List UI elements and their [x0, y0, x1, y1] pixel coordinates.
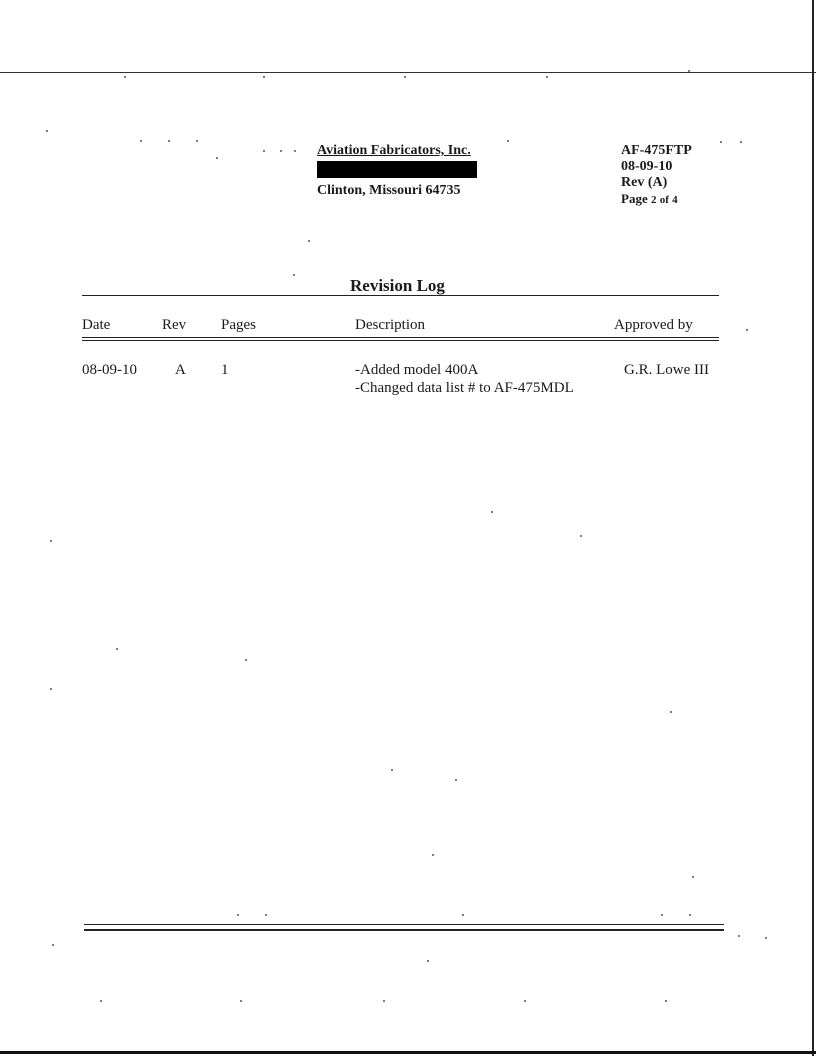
row-pages: 1	[221, 362, 229, 378]
company-name: Aviation Fabricators, Inc.	[317, 143, 471, 158]
row-description-line-2: -Changed data list # to AF-475MDL	[355, 380, 574, 396]
company-block	[317, 143, 497, 199]
column-header-approved-by: Approved by	[614, 317, 693, 333]
row-rev: A	[175, 362, 186, 378]
scan-edge-right	[812, 0, 814, 1056]
footer-divider	[84, 924, 724, 931]
revision-log-title: Revision Log	[350, 276, 445, 295]
company-address: Clinton, Missouri 64735	[317, 183, 461, 198]
redaction-bar	[317, 161, 477, 178]
document-date: 08-09-10	[621, 159, 673, 174]
header-divider	[82, 337, 719, 341]
document-revision: Rev (A)	[621, 175, 668, 190]
page-of-label: of	[659, 194, 669, 206]
scan-edge-bottom	[0, 1051, 816, 1054]
column-header-description: Description	[355, 317, 425, 333]
title-divider	[82, 295, 719, 296]
column-header-date: Date	[82, 317, 111, 333]
column-header-pages: Pages	[221, 317, 256, 333]
page-current: 2	[650, 194, 657, 206]
column-header-rev: Rev	[162, 317, 187, 333]
row-date: 08-09-10	[82, 362, 137, 378]
page-indicator	[621, 191, 692, 208]
scan-edge-top	[0, 72, 816, 73]
row-description-line-1: -Added model 400A	[355, 362, 479, 378]
page-total: 4	[672, 194, 678, 206]
document-info	[621, 143, 692, 208]
document-number: AF-475FTP	[621, 143, 692, 158]
row-approved-by: G.R. Lowe III	[624, 362, 709, 378]
page-label: Page	[621, 191, 648, 206]
